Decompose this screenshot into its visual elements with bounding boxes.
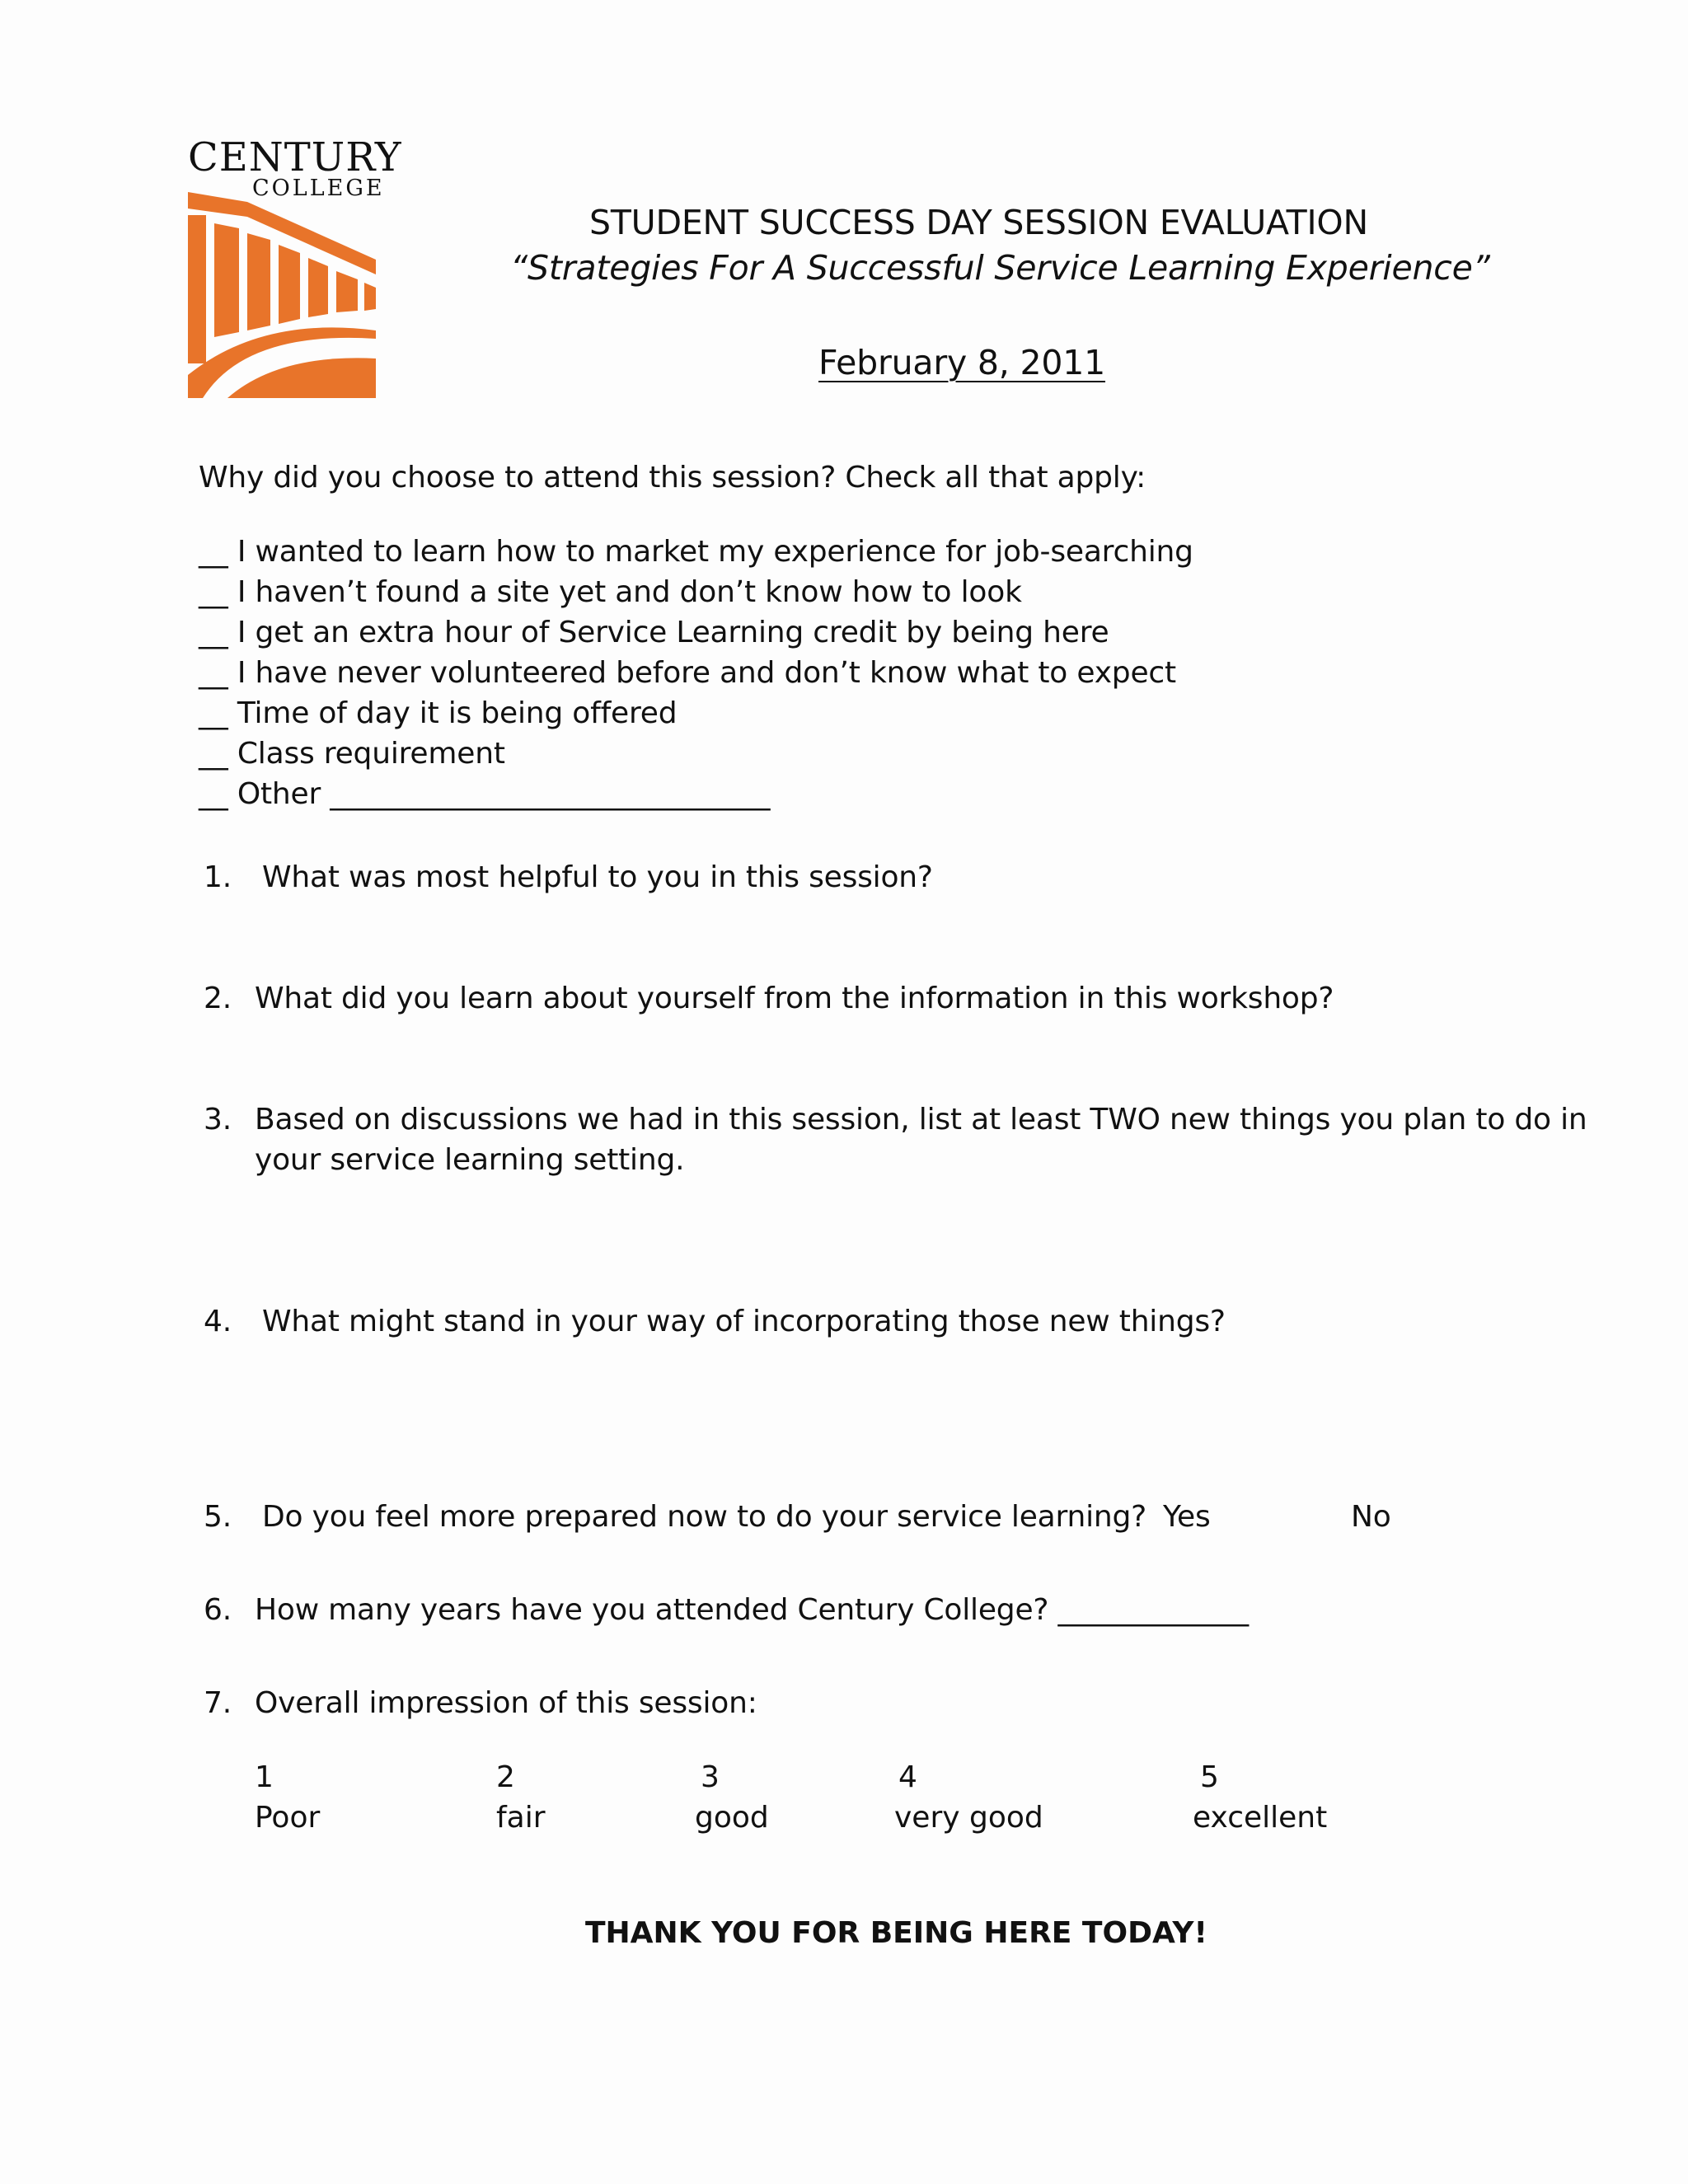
rating-number[interactable]: 4 (898, 1760, 917, 1794)
rating-label: very good (894, 1801, 1043, 1835)
form-subtitle: “Strategies For A Successful Service Learning Experience” (510, 248, 1490, 288)
rating-number[interactable]: 3 (701, 1760, 720, 1794)
question-number: 5. (204, 1500, 232, 1534)
logo-wordmark-century: CENTURY (188, 134, 402, 180)
question-6-text: How many years have you attended Century College? _____________ (255, 1593, 1249, 1627)
rating-label: fair (496, 1801, 546, 1835)
question-number: 4. (204, 1305, 232, 1338)
form-title: STUDENT SUCCESS DAY SESSION EVALUATION (589, 203, 1368, 242)
question-5-text: Do you feel more prepared now to do your service learning? (262, 1500, 1147, 1534)
rating-number[interactable]: 1 (255, 1760, 274, 1794)
logo-wordmark-college: COLLEGE (252, 176, 385, 201)
question-number: 2. (204, 982, 232, 1015)
question-number: 3. (204, 1103, 232, 1137)
reason-option-extra-credit[interactable]: __ I get an extra hour of Service Learning credit by being here (199, 616, 1109, 649)
thank-you-message: THANK YOU FOR BEING HERE TODAY! (585, 1916, 1207, 1950)
answer-no-option[interactable]: No (1351, 1500, 1391, 1534)
question-number: 1. (204, 860, 232, 894)
question-number: 6. (204, 1593, 232, 1627)
rating-label: excellent (1193, 1801, 1328, 1835)
reason-option-never-volunteered[interactable]: __ I have never volunteered before and don’t know what to expect (199, 656, 1176, 690)
reason-option-job-search[interactable]: __ I wanted to learn how to market my experience for job-searching (199, 535, 1193, 569)
question-3-text-line2: your service learning setting. (255, 1143, 685, 1177)
question-1-text: What was most helpful to you in this session? (262, 860, 933, 894)
answer-yes-option[interactable]: Yes (1163, 1500, 1211, 1534)
century-college-logo (188, 134, 402, 398)
question-4-text: What might stand in your way of incorporating those new things? (262, 1305, 1226, 1338)
session-date: February 8, 2011 (818, 343, 1106, 382)
question-7-text: Overall impression of this session: (255, 1686, 757, 1720)
rating-label: good (695, 1801, 769, 1835)
reason-option-time-of-day[interactable]: __ Time of day it is being offered (199, 696, 678, 730)
rating-label: Poor (255, 1801, 321, 1835)
question-number: 7. (204, 1686, 232, 1720)
reasons-prompt: Why did you choose to attend this session? Check all that apply: (199, 461, 1146, 494)
question-3-text: Based on discussions we had in this session, list at least TWO new things you plan to do in (255, 1103, 1587, 1137)
question-2-text: What did you learn about yourself from the information in this workshop? (255, 982, 1334, 1015)
rating-number[interactable]: 5 (1200, 1760, 1219, 1794)
reason-option-no-site[interactable]: __ I haven’t found a site yet and don’t know how to look (199, 575, 1022, 609)
reason-option-other[interactable]: __ Other ______________________________ (199, 777, 771, 811)
rating-number[interactable]: 2 (496, 1760, 515, 1794)
building-icon (188, 192, 386, 398)
reason-option-class-requirement[interactable]: __ Class requirement (199, 737, 505, 771)
